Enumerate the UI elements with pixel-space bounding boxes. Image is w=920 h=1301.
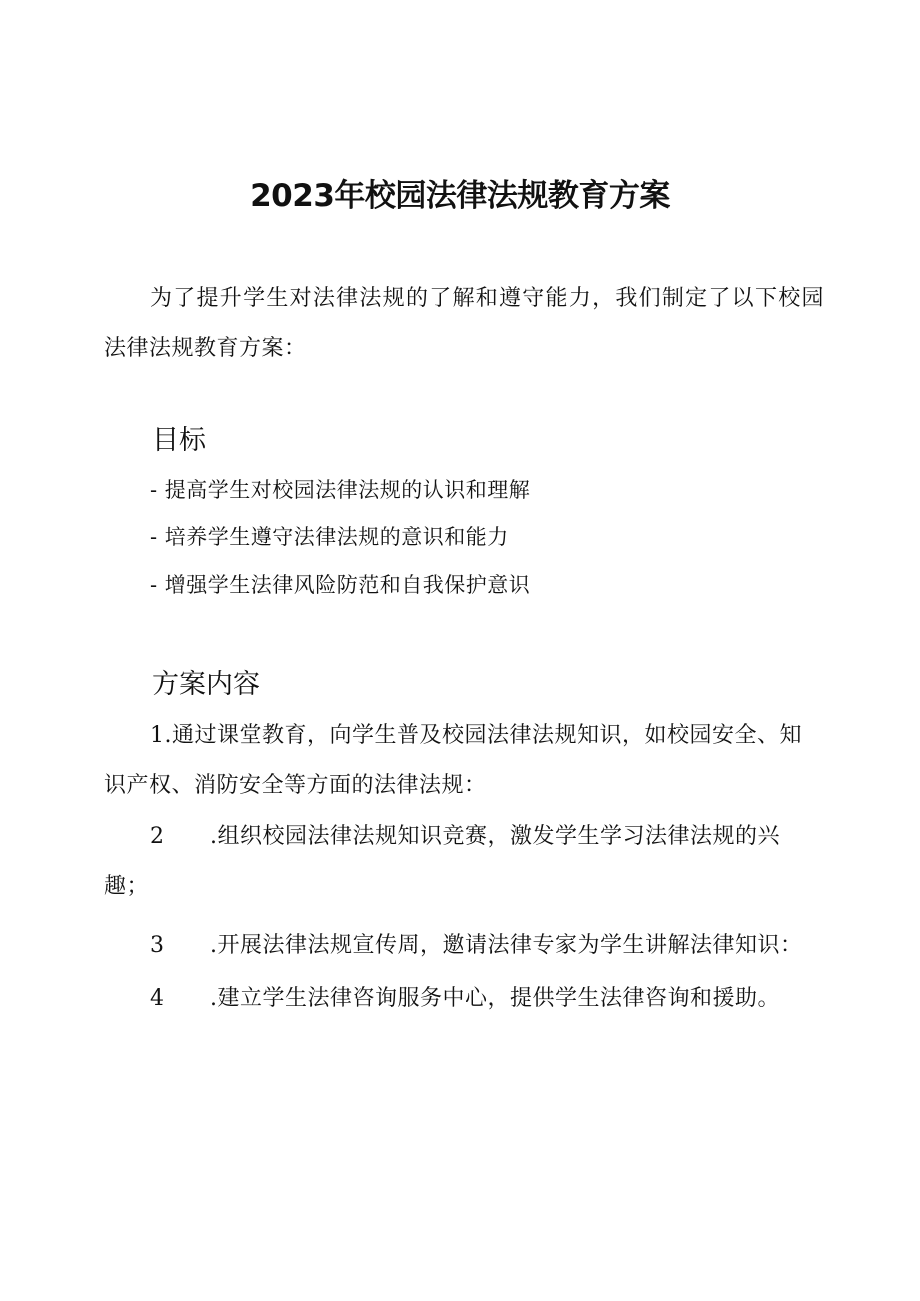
goals-heading: 目标 <box>152 425 206 456</box>
content-item-number: 1 <box>150 723 165 748</box>
content-item <box>104 812 824 912</box>
content-item-text: .通过课堂教育，向学生普及校园法律法规知识，如校园安全、知识产权、消防安全等方面的法律法规： <box>104 723 802 798</box>
content-item-number: 4 <box>150 986 165 1011</box>
goal-item: - 培养学生遵守法律法规的意识和能力 <box>150 525 509 549</box>
content-item <box>104 974 824 1024</box>
content-item-text: .建立学生法律咨询服务中心，提供学生法律咨询和援助。 <box>210 986 780 1011</box>
content-item-text: .开展法律法规宣传周，邀请法律专家为学生讲解法律知识： <box>210 933 803 958</box>
intro-paragraph: 为了提升学生对法律法规的了解和遵守能力，我们制定了以下校园法律法规教育方案： <box>104 286 824 361</box>
content-item-number: 3 <box>150 933 165 958</box>
goal-item: - 提高学生对校园法律法规的认识和理解 <box>150 478 531 502</box>
content-heading: 方案内容 <box>152 669 260 700</box>
content-item-number: 2 <box>150 824 165 849</box>
document-title: 2023年校园法律法规教育方案 <box>250 178 670 214</box>
content-item-text: .组织校园法律法规知识竞赛，激发学生学习法律法规的兴趣； <box>104 824 780 899</box>
content-item <box>104 921 824 971</box>
content-item <box>104 711 824 811</box>
goal-item: - 增强学生法律风险防范和自我保护意识 <box>150 573 531 597</box>
